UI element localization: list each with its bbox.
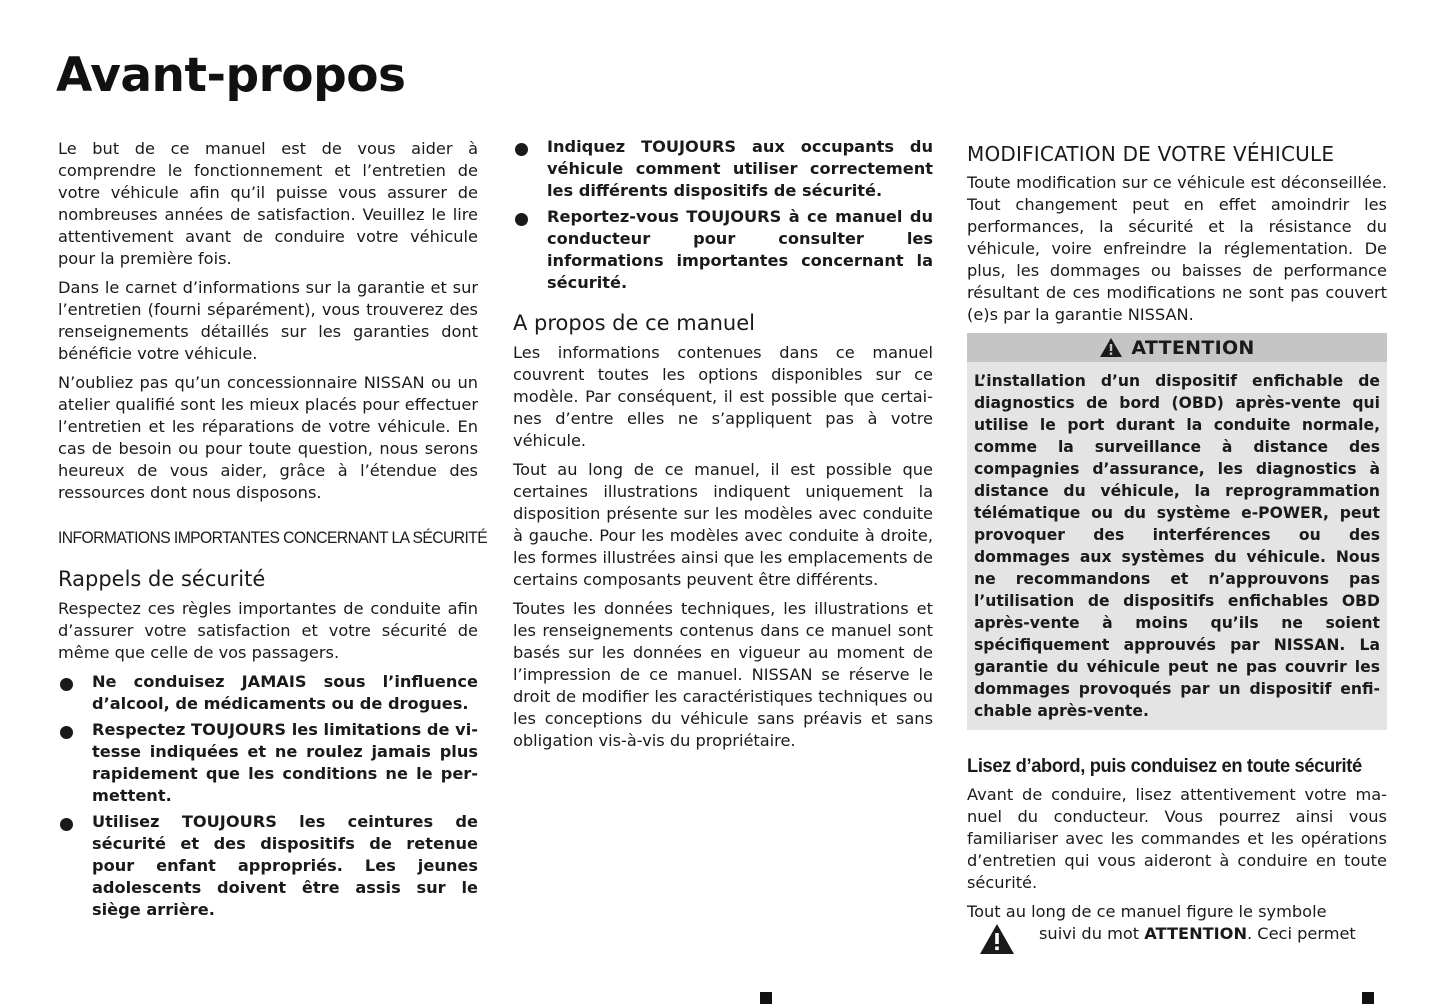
symbol-word: ATTENTION bbox=[1144, 924, 1247, 943]
page-edge-marker bbox=[1362, 992, 1374, 1004]
list-item-text: Indiquez TOUJOURS aux occupants du véhicule comment utiliser correctement les différents dispositifs de sécurité. bbox=[547, 137, 933, 200]
attention-box bbox=[967, 333, 1387, 730]
list-item bbox=[513, 206, 933, 294]
reminders-heading: Rappels de sécurité bbox=[58, 567, 266, 591]
read-first-paragraph: Avant de conduire, lisez attentivement votre manuel du conducteur. Vous pourrez ainsi vous familiariser avec les commandes et les opérations d’entretien qui vous aideront à conduire en toute sécurité. bbox=[967, 785, 1387, 892]
warning-triangle-icon bbox=[979, 923, 1015, 955]
intro-paragraph-2: Dans le carnet d’informations sur la garantie et sur l’entretien (fourni séparément), vous trouverez des renseignements détaillés sur les garanties dont bénéficie votre véhicule. bbox=[58, 278, 478, 363]
about-paragraph-2: Tout au long de ce manuel, il est possible que certaines illustrations indiquent uniquement la disposition présente sur les modèles avec conduite à gauche. Pour les modèles avec conduite à droite, les formes illustrées ainsi que les emplacements de certains composants peuvent être différents. bbox=[513, 460, 933, 589]
intro-paragraph-1: Le but de ce manuel est de vous aider à comprendre le fonctionnement et l’entretien de votre véhicule afin qu’il puisse vous assurer de nombreuses années de satisfaction. Veuillez le lire attentivement avant de conduire votre véhicule pour la première fois. bbox=[58, 139, 478, 268]
symbol-intro-line: Tout au long de ce manuel figure le symbole bbox=[967, 902, 1327, 921]
attention-header bbox=[967, 333, 1387, 362]
bullet-icon bbox=[60, 726, 73, 739]
attention-label: ATTENTION bbox=[1131, 336, 1255, 359]
safety-rules-list bbox=[58, 671, 478, 921]
about-paragraph-1: Les informations contenues dans ce manuel couvrent toutes les options disponibles sur ce modèle. Par conséquent, il est possible que certaines d’entre elles ne s’appliquent pas à votre véhicule. bbox=[513, 343, 933, 450]
list-item-text: Ne conduisez JAMAIS sous l’influence d’alcool, de médicaments ou de drogues. bbox=[92, 672, 478, 713]
safety-rules-list-continued bbox=[513, 136, 933, 294]
list-item-text: Respectez TOUJOURS les limitations de vitesse indiquées et ne roulez jamais plus rapidement que les conditions ne le permettent. bbox=[92, 720, 478, 805]
list-item bbox=[58, 811, 478, 921]
list-item bbox=[58, 671, 478, 715]
list-item bbox=[513, 136, 933, 202]
reminders-intro: Respectez ces règles importantes de conduite afin d’assurer votre satisfaction et votre sécurité de même que celle de vos passagers. bbox=[58, 599, 478, 662]
list-item-text: Utilisez TOUJOURS les ceintures de sécurité et des dispositifs de retenue pour enfant appropriés. Les jeunes adolescents doivent être assis sur le siège arrière. bbox=[92, 812, 478, 919]
column-left bbox=[58, 138, 488, 925]
page-title: Avant-propos bbox=[56, 48, 406, 103]
symbol-text-part: suivi du mot bbox=[1039, 924, 1140, 943]
symbol-explanation bbox=[967, 923, 1387, 945]
modification-paragraph: Toute modification sur ce véhicule est déconseillée. Tout changement peut en effet amoindrir les performances, la sécurité et la résistance du véhicule, voire enfreindre la réglementation. De plus, les dommages ou baisses de performance résultant de ces modifications ne sont pas couvert (e)s par la garantie NISSAN. bbox=[967, 173, 1387, 324]
safety-section-heading: INFORMATIONS IMPORTANTES CONCERNANT LA SÉCURITÉ bbox=[58, 528, 488, 547]
bullet-icon bbox=[60, 818, 73, 831]
bullet-icon bbox=[515, 213, 528, 226]
bullet-icon bbox=[515, 143, 528, 156]
column-middle bbox=[513, 136, 933, 759]
attention-text: L’installation d’un dispositif enfichable de diagnostics de bord (OBD) après-vente qui utilise le port durant la conduite normale, comme la surveillance à distance des compagnies d’assurance, les diagnostics à distance du véhicule, la reprogrammation télématique ou du système e-POWER, peut provoquer des interférences ou des dommages aux systèmes du véhicule. Nous ne recommandons et n’approuvons pas l’utilisation de dispositifs enfichables OBD après-vente à moins qu’ils ne soient spécifiquement approuvés par NISSAN. La garantie du véhicule peut ne pas couvrir les dommages provoqués par un dispositif enfichable après-vente. bbox=[974, 372, 1380, 720]
symbol-text-end: . Ceci permet bbox=[1247, 924, 1356, 943]
about-manual-heading: A propos de ce manuel bbox=[513, 311, 755, 335]
intro-paragraph-3: N’oubliez pas qu’un concessionnaire NISSAN ou un atelier qualifié sont les mieux placés pour effectuer l’entretien et les réparations de votre véhicule. En cas de besoin ou pour toute question, nous serons heureux de vous aider, grâce à l’étendue des ressources dont nous disposons. bbox=[58, 373, 478, 502]
bullet-icon bbox=[60, 678, 73, 691]
about-paragraph-3: Toutes les données techniques, les illustrations et les renseignements contenus dans ce manuel sont basés sur les données en vigueur au moment de l’impression de ce manuel. NISSAN se réserve le droit de modifier les caractéristiques techniques ou les conceptions du véhicule sans préavis et sans obligation vis-à-vis du propriétaire. bbox=[513, 599, 933, 750]
read-first-heading: Lisez d’abord, puis conduisez en toute sécurité bbox=[967, 755, 1362, 777]
modification-heading: MODIFICATION DE VOTRE VÉHICULE bbox=[967, 142, 1335, 166]
page-edge-marker bbox=[760, 992, 772, 1004]
warning-triangle-icon bbox=[1099, 337, 1123, 358]
list-item-text: Reportez-vous TOUJOURS à ce manuel du conducteur pour consulter les informations importantes concernant la sécurité. bbox=[547, 207, 933, 292]
column-right bbox=[967, 140, 1387, 945]
list-item bbox=[58, 719, 478, 807]
